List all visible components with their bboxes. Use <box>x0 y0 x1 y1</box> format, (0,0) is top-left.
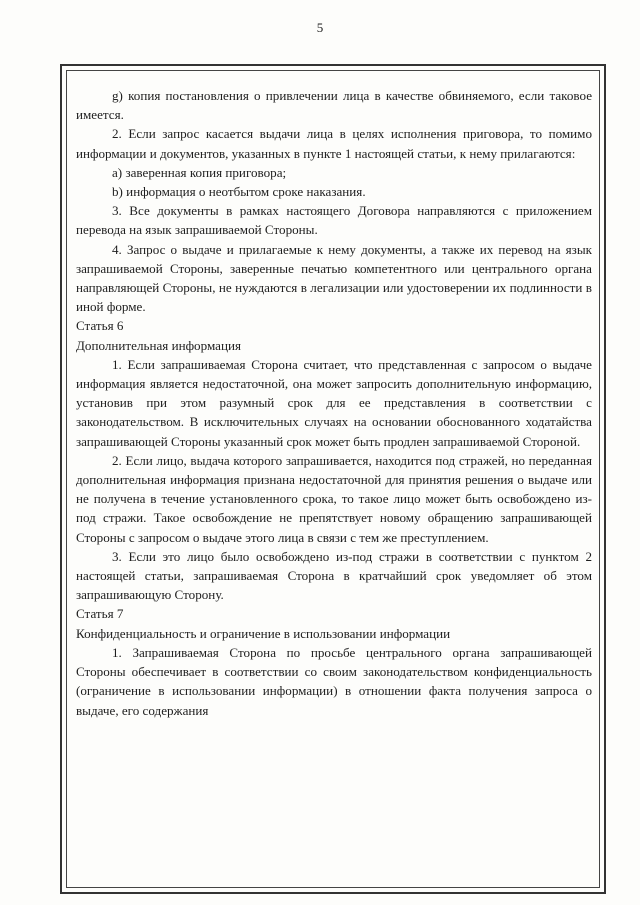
article-6-number: Статья 6 <box>76 318 124 334</box>
article-6-paragraph-3: 3. Если это лицо было освобождено из-под стражи в соответствии с пунктом 2 настоящей статьи, запрашиваемая Сторона в кратчайший срок уведомляет об этом запрашивающую Сторону. <box>76 548 592 603</box>
paragraph-4: 4. Запрос о выдаче и прилагаемые к нему документы, а также их перевод на язык запрашиваемой Стороны, заверенные печатью компетентного или центрального органа направляющей Стороны, не нуждаются в легализации или удостоверении их подлинности в иной форме. <box>76 241 592 315</box>
article-6-title: Дополнительная информация <box>76 337 242 353</box>
article-7-paragraph-1: 1. Запрашиваемая Сторона по просьбе центрального органа запрашивающей Стороны обеспечивает в соответствии со своим законодательством конфиденциальность (ограничение в использовании информации) в отношении факта получения запроса о выдаче, его содержания <box>76 644 592 718</box>
paragraph-3: 3. Все документы в рамках настоящего Договора направляются с приложением перевода на язык запрашиваемой Стороны. <box>76 203 592 238</box>
list-item-a: a) заверенная копия приговора; <box>112 164 287 180</box>
paragraph-2: 2. Если запрос касается выдачи лица в целях исполнения приговора, то помимо информации и документов, указанных в пункте 1 настоящей статьи, к нему прилагаются: <box>76 126 592 161</box>
article-6-paragraph-1: 1. Если запрашиваемая Сторона считает, что представленная с запросом о выдаче информация является недостаточной, она может запросить дополнительную информацию, установив при этом разумный срок для ее представления в соответствии с законодательством. В исключительных случаях на основании обоснованного ходатайства запрашивающей Стороны указанный срок может быть продлен запрашиваемой Стороной. <box>76 356 592 449</box>
document-body <box>76 86 592 720</box>
paragraph-item-g: g) копия постановления о привлечении лица в качестве обвиняемого, если таковое имеется. <box>76 88 592 123</box>
page-number: 5 <box>316 20 324 35</box>
article-7-number: Статья 7 <box>76 606 124 622</box>
list-item-b: b) информация о неотбытом сроке наказания. <box>112 184 366 200</box>
article-6-paragraph-2: 2. Если лицо, выдача которого запрашивается, находится под стражей, но переданная дополнительная информация признана недостаточной для принятия решения о выдаче или не получена в течение установленного срока, то такое лицо может быть освобождено из-под стражи. Такое освобождение не препятствует новому обращению запрашивающей Стороны с запросом о выдаче этого лица в связи с тем же преступлением. <box>76 452 592 545</box>
article-7-title: Конфиденциальность и ограничение в использовании информации <box>76 625 451 641</box>
